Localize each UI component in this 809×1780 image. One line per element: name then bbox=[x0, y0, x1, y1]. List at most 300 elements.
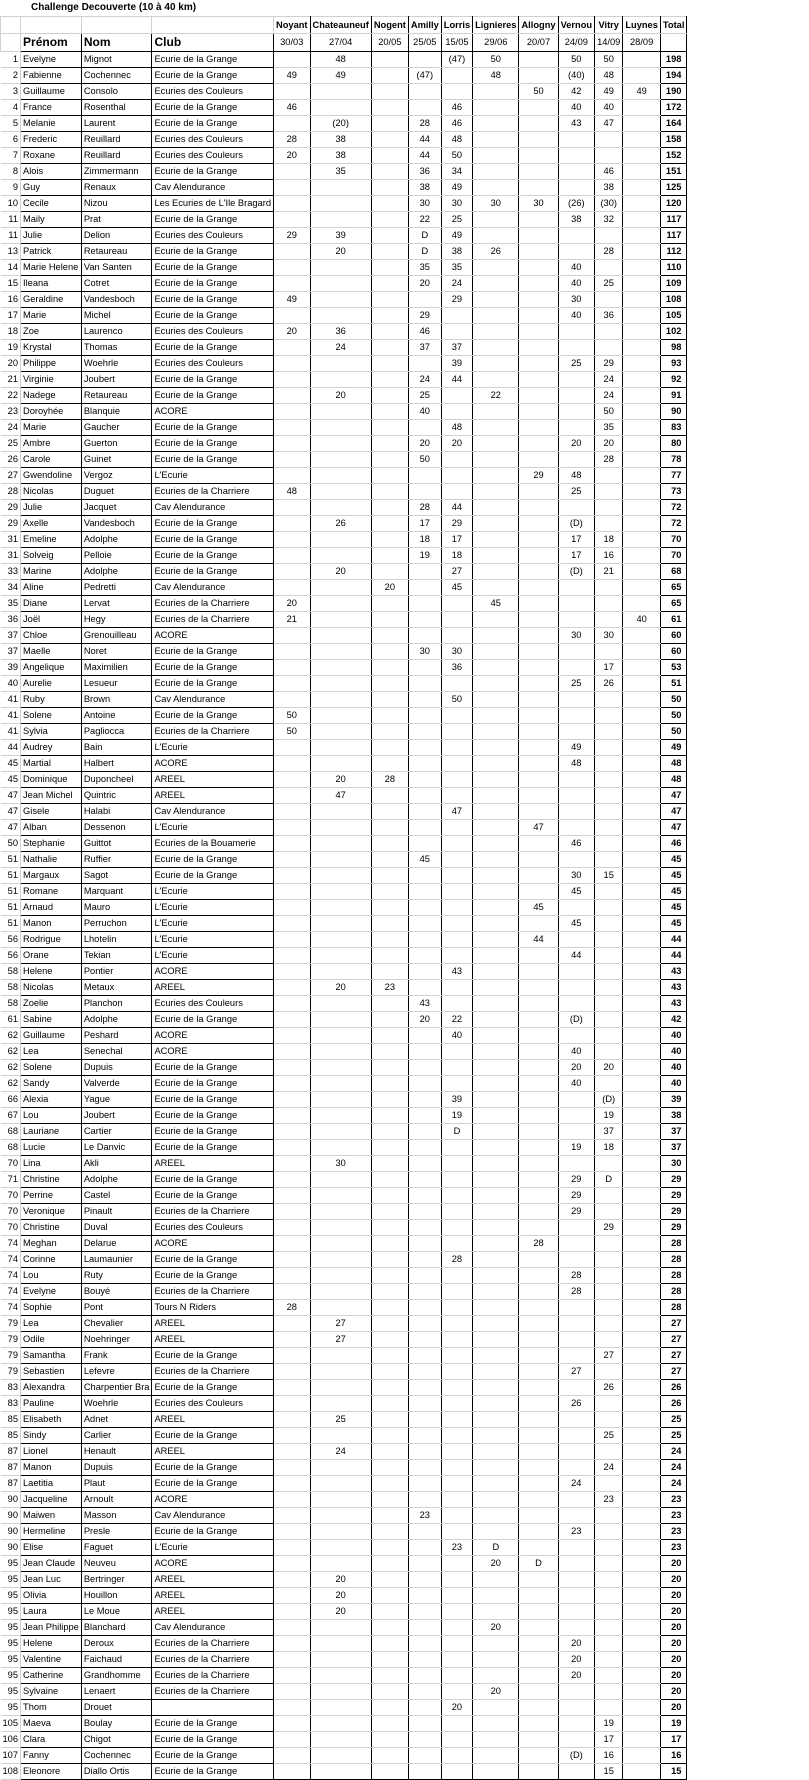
score-cell bbox=[274, 948, 311, 964]
score-cell bbox=[371, 1604, 408, 1620]
score-cell: 20 bbox=[441, 436, 472, 452]
table-row bbox=[1, 228, 687, 244]
total-cell: 45 bbox=[660, 916, 687, 932]
nom-cell: Cochennec bbox=[81, 1748, 152, 1764]
score-cell bbox=[473, 180, 519, 196]
score-cell bbox=[274, 1444, 311, 1460]
score-cell bbox=[408, 356, 441, 372]
score-cell bbox=[371, 1364, 408, 1380]
table-row bbox=[1, 1044, 687, 1060]
nom-cell: Castel bbox=[81, 1188, 152, 1204]
score-cell: 28 bbox=[274, 1300, 311, 1316]
score-cell: 24 bbox=[558, 1476, 595, 1492]
nom-cell: Lenaert bbox=[81, 1684, 152, 1700]
score-cell: 18 bbox=[408, 532, 441, 548]
event-name: Amilly bbox=[408, 17, 441, 34]
score-cell bbox=[623, 948, 661, 964]
score-cell bbox=[310, 1716, 371, 1732]
nom-cell: Adolphe bbox=[81, 532, 152, 548]
score-cell: D bbox=[519, 1556, 558, 1572]
table-row bbox=[1, 164, 687, 180]
score-cell: 15 bbox=[595, 868, 623, 884]
rank-cell: 108 bbox=[1, 1764, 21, 1780]
prenom-cell: Guillaume bbox=[21, 1028, 82, 1044]
prenom-cell: Rodrigue bbox=[21, 932, 82, 948]
score-cell bbox=[623, 1028, 661, 1044]
score-cell bbox=[371, 260, 408, 276]
score-cell bbox=[558, 1428, 595, 1444]
score-cell bbox=[310, 820, 371, 836]
score-cell: 27 bbox=[310, 1332, 371, 1348]
score-cell bbox=[371, 436, 408, 452]
club-cell: Ecurie de la Grange bbox=[152, 244, 274, 260]
table-row bbox=[1, 132, 687, 148]
score-cell bbox=[558, 244, 595, 260]
total-cell: 60 bbox=[660, 644, 687, 660]
club-cell: L'Ecurie bbox=[152, 740, 274, 756]
prenom-header: Prénom bbox=[21, 34, 82, 52]
table-row bbox=[1, 1764, 687, 1780]
score-cell bbox=[274, 1044, 311, 1060]
score-cell bbox=[274, 1380, 311, 1396]
club-cell: Ecurie de la Grange bbox=[152, 852, 274, 868]
score-cell bbox=[310, 948, 371, 964]
total-cell: 51 bbox=[660, 676, 687, 692]
score-cell bbox=[310, 1652, 371, 1668]
prenom-cell: Maiwen bbox=[21, 1508, 82, 1524]
nom-cell: Grandhomme bbox=[81, 1668, 152, 1684]
score-cell bbox=[371, 1540, 408, 1556]
score-cell bbox=[473, 1412, 519, 1428]
prenom-cell: Lucie bbox=[21, 1140, 82, 1156]
score-cell bbox=[310, 1140, 371, 1156]
score-cell bbox=[441, 1220, 472, 1236]
score-cell bbox=[274, 852, 311, 868]
table-row bbox=[1, 708, 687, 724]
score-cell bbox=[408, 1076, 441, 1092]
prenom-cell: Elisabeth bbox=[21, 1412, 82, 1428]
score-cell bbox=[310, 1380, 371, 1396]
score-cell bbox=[623, 148, 661, 164]
score-cell bbox=[441, 308, 472, 324]
rank-cell: 40 bbox=[1, 676, 21, 692]
prenom-cell: Lea bbox=[21, 1316, 82, 1332]
score-cell bbox=[519, 308, 558, 324]
score-cell bbox=[558, 404, 595, 420]
score-cell bbox=[595, 1476, 623, 1492]
prenom-cell: France bbox=[21, 100, 82, 116]
total-cell: 47 bbox=[660, 804, 687, 820]
score-cell bbox=[441, 1364, 472, 1380]
nom-cell: Frank bbox=[81, 1348, 152, 1364]
score-cell bbox=[274, 1508, 311, 1524]
score-cell bbox=[441, 1428, 472, 1444]
score-cell bbox=[473, 756, 519, 772]
score-cell bbox=[519, 1380, 558, 1396]
prenom-cell: Hermeline bbox=[21, 1524, 82, 1540]
score-cell bbox=[441, 1716, 472, 1732]
score-cell bbox=[519, 1572, 558, 1588]
score-cell bbox=[595, 484, 623, 500]
score-cell bbox=[595, 948, 623, 964]
score-cell bbox=[623, 1332, 661, 1348]
score-cell bbox=[441, 1572, 472, 1588]
score-cell bbox=[371, 1764, 408, 1780]
score-cell bbox=[519, 1508, 558, 1524]
score-cell bbox=[558, 1572, 595, 1588]
club-cell: Ecurie de la Grange bbox=[152, 1524, 274, 1540]
score-cell bbox=[408, 100, 441, 116]
prenom-cell: Samantha bbox=[21, 1348, 82, 1364]
prenom-cell: Lou bbox=[21, 1108, 82, 1124]
nom-cell: Presle bbox=[81, 1524, 152, 1540]
score-cell bbox=[519, 964, 558, 980]
score-cell bbox=[371, 116, 408, 132]
score-cell: 30 bbox=[558, 292, 595, 308]
table-row bbox=[1, 1332, 687, 1348]
score-cell bbox=[595, 324, 623, 340]
score-cell: 19 bbox=[595, 1716, 623, 1732]
score-cell: 36 bbox=[408, 164, 441, 180]
score-cell bbox=[310, 1732, 371, 1748]
score-cell bbox=[623, 276, 661, 292]
nom-cell: Mauro bbox=[81, 900, 152, 916]
event-name: Nogent bbox=[371, 17, 408, 34]
score-cell: 49 bbox=[441, 228, 472, 244]
table-row bbox=[1, 772, 687, 788]
score-cell bbox=[371, 1748, 408, 1764]
total-cell: 158 bbox=[660, 132, 687, 148]
score-cell bbox=[441, 756, 472, 772]
club-cell: Ecurie de la Grange bbox=[152, 420, 274, 436]
score-cell bbox=[519, 1652, 558, 1668]
score-cell bbox=[623, 532, 661, 548]
score-cell bbox=[371, 468, 408, 484]
score-cell: 24 bbox=[595, 1460, 623, 1476]
nom-cell: Thomas bbox=[81, 340, 152, 356]
club-cell: Ecurie de la Grange bbox=[152, 276, 274, 292]
club-cell: Ecuries des Couleurs bbox=[152, 84, 274, 100]
prenom-cell: Elise bbox=[21, 1540, 82, 1556]
score-cell bbox=[623, 868, 661, 884]
score-cell: 34 bbox=[441, 164, 472, 180]
nom-cell: Duguet bbox=[81, 484, 152, 500]
total-cell: 23 bbox=[660, 1508, 687, 1524]
rank-cell: 4 bbox=[1, 100, 21, 116]
score-cell bbox=[274, 1492, 311, 1508]
score-cell: 27 bbox=[558, 1364, 595, 1380]
event-date: 27/04 bbox=[310, 34, 371, 52]
score-cell: (47) bbox=[441, 52, 472, 68]
table-row bbox=[1, 1412, 687, 1428]
prenom-cell: Frederic bbox=[21, 132, 82, 148]
score-cell: 30 bbox=[558, 628, 595, 644]
prenom-cell: Lea bbox=[21, 1044, 82, 1060]
score-cell bbox=[408, 1268, 441, 1284]
score-cell bbox=[274, 1716, 311, 1732]
score-cell bbox=[371, 884, 408, 900]
score-cell bbox=[310, 1684, 371, 1700]
score-cell bbox=[595, 1236, 623, 1252]
prenom-cell: Alois bbox=[21, 164, 82, 180]
rank-cell: 79 bbox=[1, 1348, 21, 1364]
score-cell bbox=[274, 1620, 311, 1636]
score-cell bbox=[371, 932, 408, 948]
score-cell bbox=[310, 1300, 371, 1316]
score-cell bbox=[371, 84, 408, 100]
club-cell: AREEL bbox=[152, 1588, 274, 1604]
score-cell bbox=[623, 1620, 661, 1636]
score-cell: 23 bbox=[408, 1508, 441, 1524]
score-cell bbox=[274, 1732, 311, 1748]
score-cell: 43 bbox=[441, 964, 472, 980]
score-cell bbox=[473, 1364, 519, 1380]
score-cell bbox=[371, 596, 408, 612]
score-cell bbox=[623, 500, 661, 516]
score-cell bbox=[558, 132, 595, 148]
table-row bbox=[1, 1508, 687, 1524]
nom-cell: Halbert bbox=[81, 756, 152, 772]
score-cell bbox=[274, 836, 311, 852]
score-cell bbox=[473, 804, 519, 820]
score-cell: 20 bbox=[408, 1012, 441, 1028]
club-cell: Ecurie de la Grange bbox=[152, 260, 274, 276]
score-cell bbox=[558, 452, 595, 468]
score-cell bbox=[441, 868, 472, 884]
score-cell: 48 bbox=[595, 68, 623, 84]
score-cell bbox=[595, 1620, 623, 1636]
table-row bbox=[1, 452, 687, 468]
score-cell bbox=[473, 772, 519, 788]
score-cell bbox=[519, 1668, 558, 1684]
prenom-cell: Nadege bbox=[21, 388, 82, 404]
score-cell bbox=[408, 1252, 441, 1268]
score-cell bbox=[274, 772, 311, 788]
nom-cell: Consolo bbox=[81, 84, 152, 100]
score-cell bbox=[519, 708, 558, 724]
total-cell: 37 bbox=[660, 1124, 687, 1140]
rank-cell: 45 bbox=[1, 756, 21, 772]
table-row bbox=[1, 1572, 687, 1588]
prenom-cell: Doroyhée bbox=[21, 404, 82, 420]
table-row bbox=[1, 1620, 687, 1636]
score-cell: 24 bbox=[310, 340, 371, 356]
rank-cell: 26 bbox=[1, 452, 21, 468]
score-cell bbox=[473, 1172, 519, 1188]
nom-cell: Yague bbox=[81, 1092, 152, 1108]
score-cell bbox=[519, 1620, 558, 1636]
score-cell bbox=[519, 1044, 558, 1060]
score-cell bbox=[274, 1412, 311, 1428]
total-cell: 46 bbox=[660, 836, 687, 852]
score-cell bbox=[473, 1604, 519, 1620]
score-cell bbox=[310, 1460, 371, 1476]
table-row bbox=[1, 356, 687, 372]
prenom-cell: Romane bbox=[21, 884, 82, 900]
score-cell: 35 bbox=[408, 260, 441, 276]
score-cell: 49 bbox=[310, 68, 371, 84]
club-cell: Ecuries des Couleurs bbox=[152, 996, 274, 1012]
total-cell: 20 bbox=[660, 1700, 687, 1716]
score-cell bbox=[441, 1412, 472, 1428]
score-cell bbox=[310, 964, 371, 980]
score-cell bbox=[473, 548, 519, 564]
score-cell bbox=[408, 1220, 441, 1236]
score-cell bbox=[558, 964, 595, 980]
score-cell: 44 bbox=[558, 948, 595, 964]
score-cell: 40 bbox=[595, 100, 623, 116]
score-cell bbox=[473, 1572, 519, 1588]
score-cell bbox=[310, 916, 371, 932]
score-cell bbox=[473, 468, 519, 484]
score-cell bbox=[274, 1604, 311, 1620]
score-cell bbox=[274, 452, 311, 468]
table-row bbox=[1, 724, 687, 740]
score-cell bbox=[473, 260, 519, 276]
score-cell bbox=[310, 292, 371, 308]
score-cell bbox=[595, 1188, 623, 1204]
table-row bbox=[1, 1700, 687, 1716]
score-cell bbox=[310, 644, 371, 660]
score-cell: 28 bbox=[558, 1268, 595, 1284]
score-cell: 29 bbox=[558, 1172, 595, 1188]
score-cell bbox=[408, 692, 441, 708]
score-cell bbox=[441, 1188, 472, 1204]
score-cell bbox=[473, 996, 519, 1012]
score-cell bbox=[558, 372, 595, 388]
score-cell bbox=[371, 180, 408, 196]
score-cell bbox=[473, 1188, 519, 1204]
score-cell: 25 bbox=[441, 212, 472, 228]
score-cell bbox=[371, 1156, 408, 1172]
header-row-columns bbox=[1, 34, 687, 52]
rank-cell: 74 bbox=[1, 1284, 21, 1300]
rank-cell: 107 bbox=[1, 1748, 21, 1764]
prenom-cell: Axelle bbox=[21, 516, 82, 532]
score-cell bbox=[623, 68, 661, 84]
score-cell: 20 bbox=[408, 436, 441, 452]
score-cell bbox=[408, 1364, 441, 1380]
score-cell: 20 bbox=[473, 1620, 519, 1636]
nom-cell: Laurent bbox=[81, 116, 152, 132]
score-cell bbox=[623, 52, 661, 68]
score-cell: 48 bbox=[558, 756, 595, 772]
club-cell: Ecuries de la Charriere bbox=[152, 1652, 274, 1668]
score-cell bbox=[473, 660, 519, 676]
club-cell: L'Ecurie bbox=[152, 468, 274, 484]
club-cell: Ecurie de la Grange bbox=[152, 1140, 274, 1156]
total-cell: 102 bbox=[660, 324, 687, 340]
score-cell bbox=[473, 1028, 519, 1044]
total-cell: 65 bbox=[660, 580, 687, 596]
score-cell bbox=[371, 1700, 408, 1716]
score-cell: 36 bbox=[310, 324, 371, 340]
rank-cell: 95 bbox=[1, 1668, 21, 1684]
nom-cell: Van Santen bbox=[81, 260, 152, 276]
score-cell bbox=[441, 980, 472, 996]
table-row bbox=[1, 1652, 687, 1668]
score-cell bbox=[519, 276, 558, 292]
score-cell bbox=[623, 724, 661, 740]
score-cell bbox=[519, 980, 558, 996]
table-row bbox=[1, 180, 687, 196]
nom-cell: Plaut bbox=[81, 1476, 152, 1492]
nom-cell: Valverde bbox=[81, 1076, 152, 1092]
score-cell bbox=[519, 388, 558, 404]
rank-cell: 95 bbox=[1, 1556, 21, 1572]
score-cell bbox=[595, 468, 623, 484]
club-cell: Ecurie de la Grange bbox=[152, 1716, 274, 1732]
score-cell bbox=[558, 1220, 595, 1236]
club-cell: Ecurie de la Grange bbox=[152, 1012, 274, 1028]
score-cell bbox=[519, 1748, 558, 1764]
score-cell bbox=[371, 388, 408, 404]
score-cell: 28 bbox=[595, 244, 623, 260]
score-cell bbox=[310, 628, 371, 644]
rank-cell: 13 bbox=[1, 244, 21, 260]
ranking-table bbox=[0, 16, 687, 1780]
score-cell bbox=[371, 1444, 408, 1460]
score-cell bbox=[441, 1620, 472, 1636]
score-cell: 50 bbox=[558, 52, 595, 68]
score-cell bbox=[558, 340, 595, 356]
nom-cell: Pelloie bbox=[81, 548, 152, 564]
score-cell bbox=[441, 1732, 472, 1748]
score-cell: (30) bbox=[595, 196, 623, 212]
nom-cell: Adolphe bbox=[81, 564, 152, 580]
score-cell bbox=[310, 180, 371, 196]
score-cell: 29 bbox=[441, 516, 472, 532]
score-cell bbox=[595, 740, 623, 756]
club-cell: Ecuries de la Bouamerie bbox=[152, 836, 274, 852]
score-cell bbox=[595, 756, 623, 772]
total-cell: 73 bbox=[660, 484, 687, 500]
prenom-cell: Veronique bbox=[21, 1204, 82, 1220]
score-cell bbox=[408, 756, 441, 772]
score-cell bbox=[310, 724, 371, 740]
rank-cell: 39 bbox=[1, 660, 21, 676]
score-cell bbox=[274, 372, 311, 388]
score-cell: 50 bbox=[274, 708, 311, 724]
score-cell bbox=[310, 756, 371, 772]
rank-cell: 62 bbox=[1, 1060, 21, 1076]
prenom-cell: Evelyne bbox=[21, 52, 82, 68]
score-cell bbox=[408, 804, 441, 820]
total-cell: 23 bbox=[660, 1524, 687, 1540]
score-cell bbox=[595, 1332, 623, 1348]
total-cell: 27 bbox=[660, 1316, 687, 1332]
club-cell: Ecuries des Couleurs bbox=[152, 228, 274, 244]
score-cell bbox=[310, 1668, 371, 1684]
club-cell: AREEL bbox=[152, 1604, 274, 1620]
nom-cell: Dupuis bbox=[81, 1060, 152, 1076]
score-cell bbox=[441, 1156, 472, 1172]
score-cell bbox=[519, 1172, 558, 1188]
prenom-cell: Nicolas bbox=[21, 484, 82, 500]
score-cell bbox=[473, 1220, 519, 1236]
score-cell bbox=[408, 292, 441, 308]
table-row bbox=[1, 1604, 687, 1620]
score-cell: 28 bbox=[274, 132, 311, 148]
score-cell bbox=[595, 1012, 623, 1028]
score-cell bbox=[408, 1540, 441, 1556]
score-cell bbox=[595, 292, 623, 308]
score-cell bbox=[408, 1748, 441, 1764]
nom-cell: Marquant bbox=[81, 884, 152, 900]
score-cell bbox=[595, 836, 623, 852]
score-cell: 30 bbox=[595, 628, 623, 644]
score-cell bbox=[274, 1204, 311, 1220]
